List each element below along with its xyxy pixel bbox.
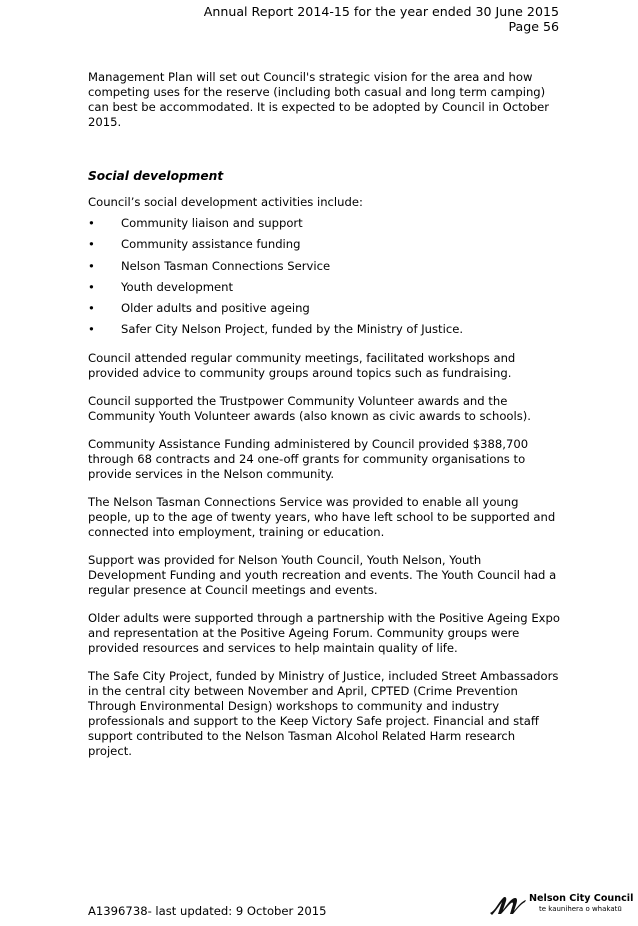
list-item	[88, 280, 560, 301]
document-reference: A1396738- last updated: 9 October 2015	[88, 904, 327, 918]
nelson-swoosh-icon	[489, 894, 527, 916]
page-number: Page 56	[508, 19, 559, 34]
page-header	[204, 4, 559, 34]
document-body	[88, 70, 560, 759]
list-item	[88, 216, 560, 237]
council-logo	[489, 892, 634, 918]
body-paragraph: Community Assistance Funding administered by Council provided $388,700 through 68 contracts and 24 one-off grants for community organisations to provide services in the Nelson community.	[88, 436, 529, 481]
body-paragraph: Council attended regular community meetings, facilitated workshops and provided advice to community groups around topics such as fundraising.	[88, 350, 516, 380]
bullet-icon: •	[88, 301, 95, 316]
list-item	[88, 259, 560, 280]
logo-name: Nelson City Council	[529, 893, 634, 904]
bullet-icon: •	[88, 322, 95, 337]
activities-list	[88, 216, 560, 344]
body-paragraph: Older adults were supported through a partnership with the Positive Ageing Expo and representation at the Positive Ageing Forum. Community groups were provided resources and services to help maintain quality of life.	[88, 610, 560, 655]
list-item-text: Safer City Nelson Project, funded by the Ministry of Justice.	[121, 322, 464, 337]
body-paragraph: Council supported the Trustpower Community Volunteer awards and the Community Youth Volunteer awards (also known as civic awards to schools).	[88, 393, 531, 423]
report-title: Annual Report 2014-15 for the year ended 30 June 2015	[203, 4, 559, 19]
list-item-text: Community assistance funding	[121, 237, 301, 252]
bullet-icon: •	[88, 258, 95, 273]
list-item	[88, 322, 560, 343]
intro-paragraph: Management Plan will set out Council's strategic vision for the area and how competing uses for the reserve (including both casual and long term camping) can best be accommodated. It is expected to be adopted by Council in October 2015.	[88, 70, 550, 129]
section-heading: Social development	[88, 169, 224, 183]
list-item-text: Community liaison and support	[121, 216, 303, 230]
bullet-icon: •	[88, 237, 95, 252]
list-item-text: Nelson Tasman Connections Service	[121, 258, 331, 273]
body-paragraph: The Nelson Tasman Connections Service was provided to enable all young people, up to the age of twenty years, who have left school to be supported and connected into employment, training or education.	[88, 494, 556, 539]
bullet-icon: •	[88, 279, 95, 294]
bullet-icon: •	[88, 216, 95, 230]
list-item-text: Youth development	[121, 279, 234, 294]
body-paragraph: Support was provided for Nelson Youth Council, Youth Nelson, Youth Development Funding and youth recreation and events. The Youth Council had a regular presence at Council meetings and events.	[88, 552, 557, 597]
body-paragraph: The Safe City Project, funded by Ministry of Justice, included Street Ambassadors in the central city between November and April, CPTED (Crime Prevention Through Environmental Design) workshops to community and industry professionals and support to the Keep Victory Safe project. Financial and staff support contributed to the Nelson Tasman Alcohol Related Harm research project.	[88, 668, 559, 758]
list-item-text: Older adults and positive ageing	[121, 301, 310, 316]
activities-intro: Council’s social development activities include:	[88, 195, 363, 209]
logo-tagline: te kaunihera o whakatū	[539, 905, 622, 913]
list-item	[88, 301, 560, 322]
list-item	[88, 237, 560, 258]
